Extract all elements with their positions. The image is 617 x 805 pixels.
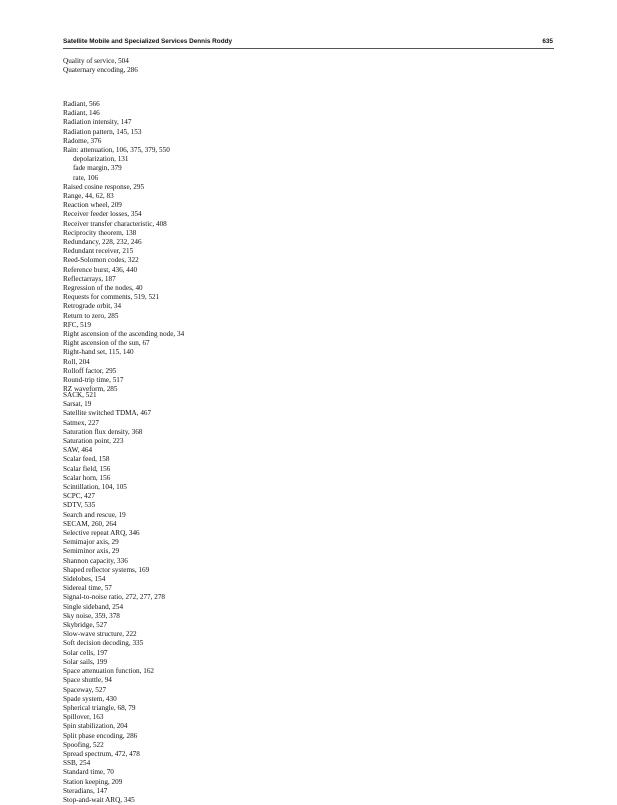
book-title: Satellite Mobile and Specialized Services Dennis Roddy [63, 38, 233, 45]
header-rule [63, 48, 554, 49]
index-group-r [63, 100, 184, 395]
index-entry: Regression of the nodes, 40 [63, 284, 143, 293]
index-entry: Spaceway, 527 [63, 685, 107, 694]
index-entry: Satmex, 227 [63, 418, 99, 427]
index-entry: SECAM, 260, 264 [63, 519, 117, 528]
index-entry: Semimajor axis, 29 [63, 538, 119, 547]
index-entry: Reflectarrays, 187 [63, 274, 116, 283]
index-entry: Round-trip time, 517 [63, 376, 124, 385]
index-entry: Sidelobes, 154 [63, 575, 106, 584]
index-entry: Right-hand set, 115, 140 [63, 348, 134, 357]
index-subentry: depolarization, 131 [73, 155, 129, 164]
index-entry: Steradians, 147 [63, 786, 108, 795]
index-subentry: rate, 106 [73, 173, 99, 182]
index-entry: Rain: attenuation, 106, 375, 379, 550 [63, 146, 170, 155]
index-entry: Spade system, 430 [63, 694, 117, 703]
index-entry: Signal-to-noise ratio, 272, 277, 278 [63, 593, 166, 602]
index-group-q [63, 57, 138, 75]
index-entry: SAW, 464 [63, 446, 93, 455]
index-entry: Rolloff factor, 295 [63, 366, 117, 375]
index-entry: Search and rescue, 19 [63, 510, 126, 519]
index-entry: Standard time, 70 [63, 768, 114, 777]
index-entry: Split phase encoding, 286 [63, 731, 138, 740]
index-entry: Quality of service, 504 [63, 57, 129, 65]
index-entry: Radiant, 566 [63, 100, 100, 108]
index-entry: Shaped reflector systems, 169 [63, 565, 150, 574]
index-entry: Spread spectrum, 472, 478 [63, 749, 140, 758]
index-entry: Soft decision decoding, 335 [63, 639, 144, 648]
index-entry: Reaction wheel, 209 [63, 201, 122, 210]
index-entry: Scintillation, 104, 105 [63, 483, 127, 492]
index-entry: Spherical triangle, 68, 79 [63, 703, 136, 712]
index-entry: Station keeping, 209 [63, 777, 123, 786]
index-entry: Skybridge, 527 [63, 621, 107, 630]
index-entry: Return to zero, 285 [63, 311, 119, 320]
index-entry: Redundant receiver, 215 [63, 247, 134, 256]
index-subentry: fade margin, 379 [73, 164, 122, 173]
index-entry: RZ waveform, 285 [63, 385, 118, 394]
index-entry: Satellite switched TDMA, 467 [63, 409, 152, 418]
index-entry: Stop-and-wait ARQ, 345 [63, 795, 135, 804]
index-entry: Reciprocity theorem, 138 [63, 228, 137, 237]
index-entry: Radome, 376 [63, 136, 102, 145]
index-entry: Radiation pattern, 145, 153 [63, 127, 142, 136]
index-entry: Sarsat, 19 [63, 400, 92, 409]
index-entry: Slow-wave structure, 222 [63, 630, 137, 639]
index-entry: Selective repeat ARQ, 346 [63, 529, 140, 538]
index-entry: SACK, 521 [63, 391, 97, 399]
index-entry: Reference burst, 436, 440 [63, 265, 138, 274]
index-entry: Roll, 204 [63, 357, 90, 366]
index-entry: Requests for comments, 519, 521 [63, 293, 160, 302]
index-entry: Space shuttle, 94 [63, 676, 112, 685]
index-entry: Right ascension of the ascending node, 34 [63, 330, 185, 339]
index-entry: Sidereal time, 57 [63, 584, 112, 593]
index-entry: Radiant, 146 [63, 109, 100, 118]
index-entry: Shannon capacity, 336 [63, 556, 128, 565]
index-entry: Spillover, 163 [63, 713, 104, 722]
index-entry: Scalar field, 156 [63, 464, 111, 473]
index-entry: Quaternary encoding, 286 [63, 66, 138, 75]
index-entry: Semiminor axis, 29 [63, 547, 120, 556]
index-entry: SDTV, 535 [63, 501, 96, 510]
index-entry: Retrograde orbit, 34 [63, 302, 122, 311]
index-entry: Scalar feed, 158 [63, 455, 110, 464]
index-entry: SSB, 254 [63, 759, 91, 768]
index-group-s [63, 391, 165, 805]
index-entry: Spin stabilization, 204 [63, 722, 128, 731]
running-header [63, 36, 553, 48]
index-entry: Solar sails, 199 [63, 657, 108, 666]
index-entry: Saturation point, 223 [63, 437, 124, 446]
index-entry: Raised cosine response, 295 [63, 182, 145, 191]
page-number: 635 [542, 38, 553, 45]
index-entry: Saturation flux density, 368 [63, 427, 143, 436]
index-entry: Space attenuation function, 162 [63, 667, 155, 676]
index-entry: Spoofing, 522 [63, 740, 104, 749]
index-entry: Right ascension of the sun, 67 [63, 339, 150, 348]
index-entry: Single sideband, 254 [63, 602, 124, 611]
index-entry: Radiation intensity, 147 [63, 118, 132, 127]
index-entry: Solar cells, 197 [63, 648, 108, 657]
index-entry: Receiver feeder losses, 354 [63, 210, 142, 219]
index-entry: Scalar horn, 156 [63, 473, 111, 482]
index-entry: RFC, 519 [63, 320, 91, 329]
index-entry: Receiver transfer characteristic, 408 [63, 219, 167, 228]
index-entry: Reed-Solomon codes, 322 [63, 256, 139, 265]
index-entry: Sky noise, 359, 378 [63, 611, 120, 620]
index-entry: Redundancy, 228, 232, 246 [63, 238, 142, 247]
index-entry: SCPC, 427 [63, 492, 95, 501]
index-entry: Range, 44, 62, 83 [63, 192, 114, 201]
